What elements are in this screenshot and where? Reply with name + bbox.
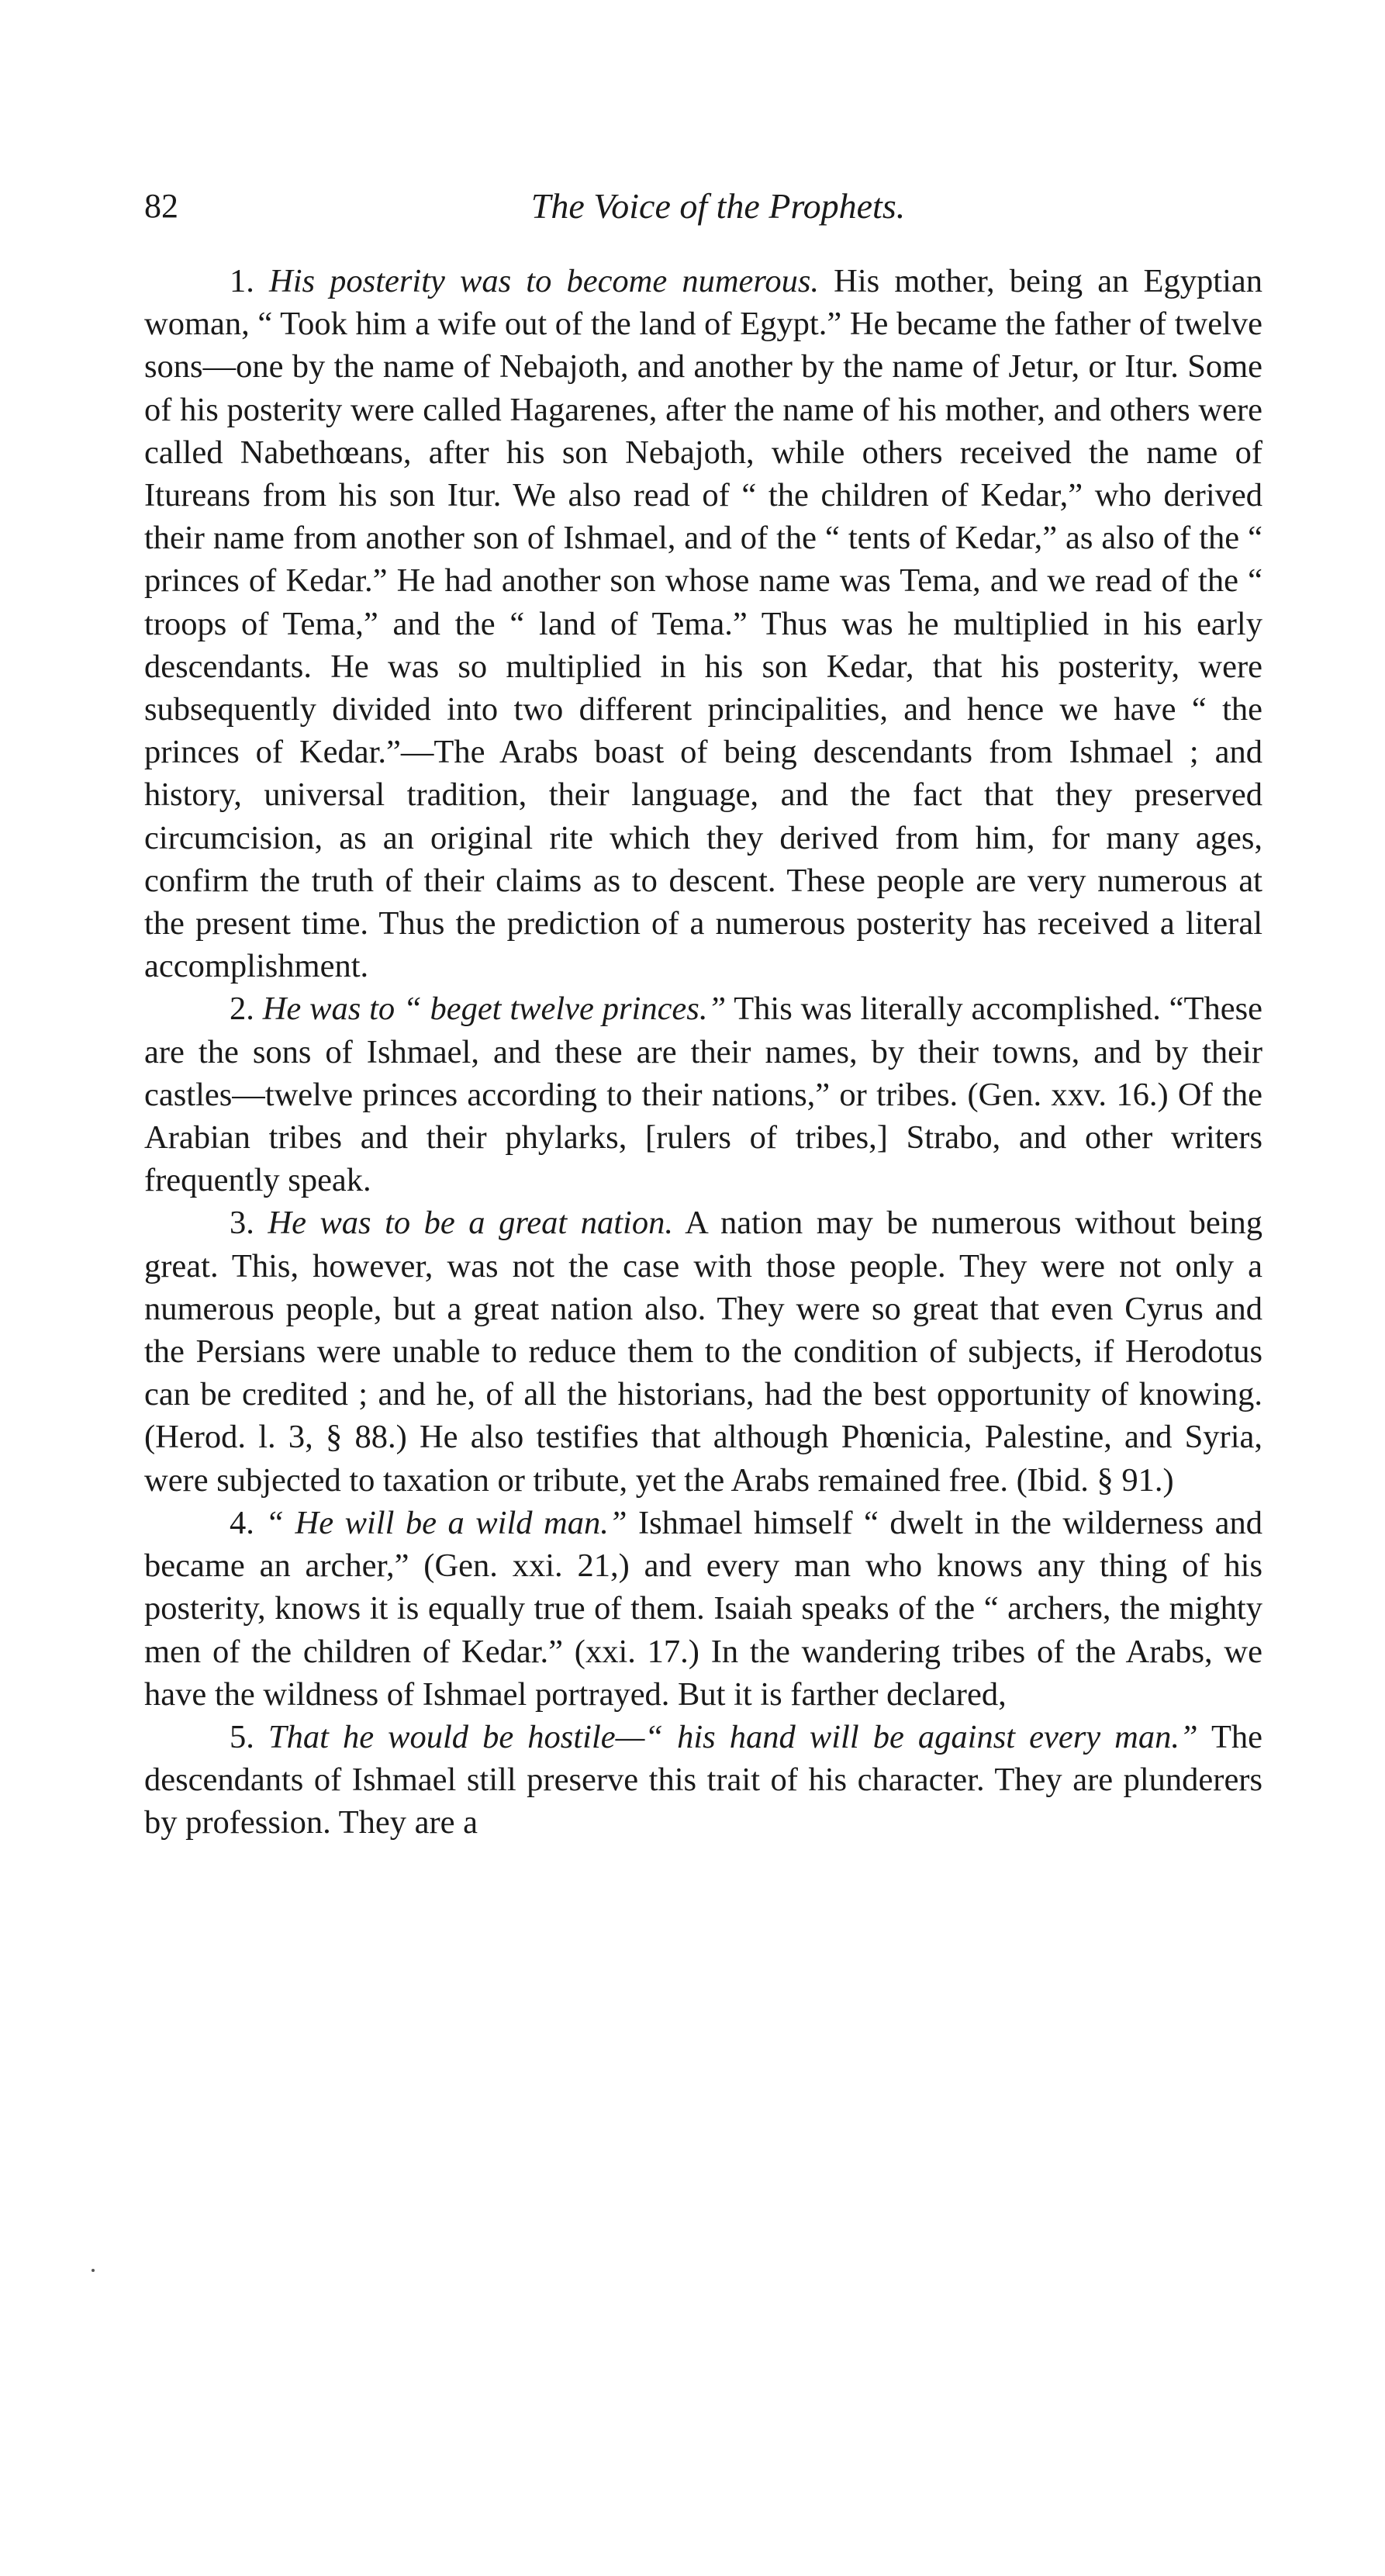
paragraph-number: 3. bbox=[230, 1205, 254, 1242]
paper-speck bbox=[92, 2269, 95, 2272]
paragraph-heading: That he would be hostile—“ his hand will be against every man.” bbox=[268, 1718, 1198, 1755]
paragraph-2 bbox=[144, 987, 1262, 1202]
paragraph-number: 4. bbox=[230, 1504, 254, 1541]
paragraph-1 bbox=[144, 260, 1262, 987]
page-header bbox=[144, 183, 1261, 245]
paragraph-text: The descendants of Ishmael still preserve this trait of his character. They are plunderers by profession. They are a bbox=[144, 1718, 1263, 1841]
paragraph-4 bbox=[144, 1502, 1262, 1716]
paragraph-text: A nation may be numerous without being great. This, however, was not the case with those people. They were not only a numerous people, but a great nation also. They were so great that even Cyrus and the Persians were unable to reduce them to the condition of subjects, if Herodotus can be credited ; and he, of all the historians, had the best opportunity of knowing. (Herod. l. 3, § 88.) He also testifies that although Phœnicia, Palestine, and Syria, were subjected to taxation or tribute, yet the Arabs remained free. (Ibid. § 91.) bbox=[144, 1205, 1262, 1499]
running-title: The Voice of the Prophets. bbox=[530, 186, 906, 226]
paragraph-3 bbox=[144, 1202, 1262, 1501]
paragraph-number: 2. bbox=[230, 991, 254, 1028]
paragraph-number: 5. bbox=[230, 1718, 254, 1755]
paragraph-text: Ishmael himself “ dwelt in the wilderness and became an archer,” (Gen. xxi. 21,) and every man who knows any thing of his posterity, knows it is equally true of them. Isaiah speaks of the “ archers, the mighty men of the children of Kedar.” (xxi. 17.) In the wandering tribes of the Arabs, we have the wildness of Ishmael portrayed. But it is farther declared, bbox=[144, 1504, 1262, 1713]
body-text bbox=[144, 260, 1262, 1845]
paragraph-number: 1. bbox=[230, 263, 254, 299]
paragraph-5 bbox=[144, 1716, 1262, 1845]
paragraph-heading: He was to be a great nation. bbox=[268, 1205, 673, 1242]
paragraph-text: His mother, being an Egyptian woman, “ Took him a wife out of the land of Egypt.” He became the father of twelve sons—one by the name of Nebajoth, and another by the name of Jetur, or Itur. Some of his posterity were called Hagarenes, after the name of his mother, and others were called Nabethœans, after his son Nebajoth, while others received the name of Itureans from his son Itur. We also read of “ the children of Kedar,” who derived their name from another son of Ishmael, and of the “ tents of Kedar,” as also of the “ princes of Kedar.” He had another son whose name was Tema, and we read of the “ troops of Tema,” and the “ land of Tema.” Thus was he multiplied in his early descendants. He was so multiplied in his son Kedar, that his posterity, were subsequently divided into two different principalities, and hence we have “ the princes of Kedar.”—The Arabs boast of being descendants from Ishmael ; and history, universal tradition, their language, and the fact that they preserved circumcision, as an original rite which they derived from him, for many ages, confirm the truth of their claims as to descent. These people are very numerous at the present time. Thus the prediction of a numerous posterity has received a literal accomplishment. bbox=[144, 263, 1262, 985]
paragraph-heading: He was to “ beget twelve princes.” bbox=[262, 991, 727, 1028]
paragraph-heading: “ He will be a wild man.” bbox=[265, 1504, 627, 1541]
page-number: 82 bbox=[144, 187, 178, 225]
paragraph-heading: His posterity was to become numerous. bbox=[269, 263, 820, 299]
paragraph-text: This was literally accomplished. “These are the sons of Ishmael, and these are their names, by their towns, and by their castles—twelve princes according to their nations,” or tribes. (Gen. xxv. 16.) Of the Arabian tribes and their phylarks, [rulers of tribes,] Strabo, and other writers frequently speak. bbox=[144, 991, 1262, 1199]
